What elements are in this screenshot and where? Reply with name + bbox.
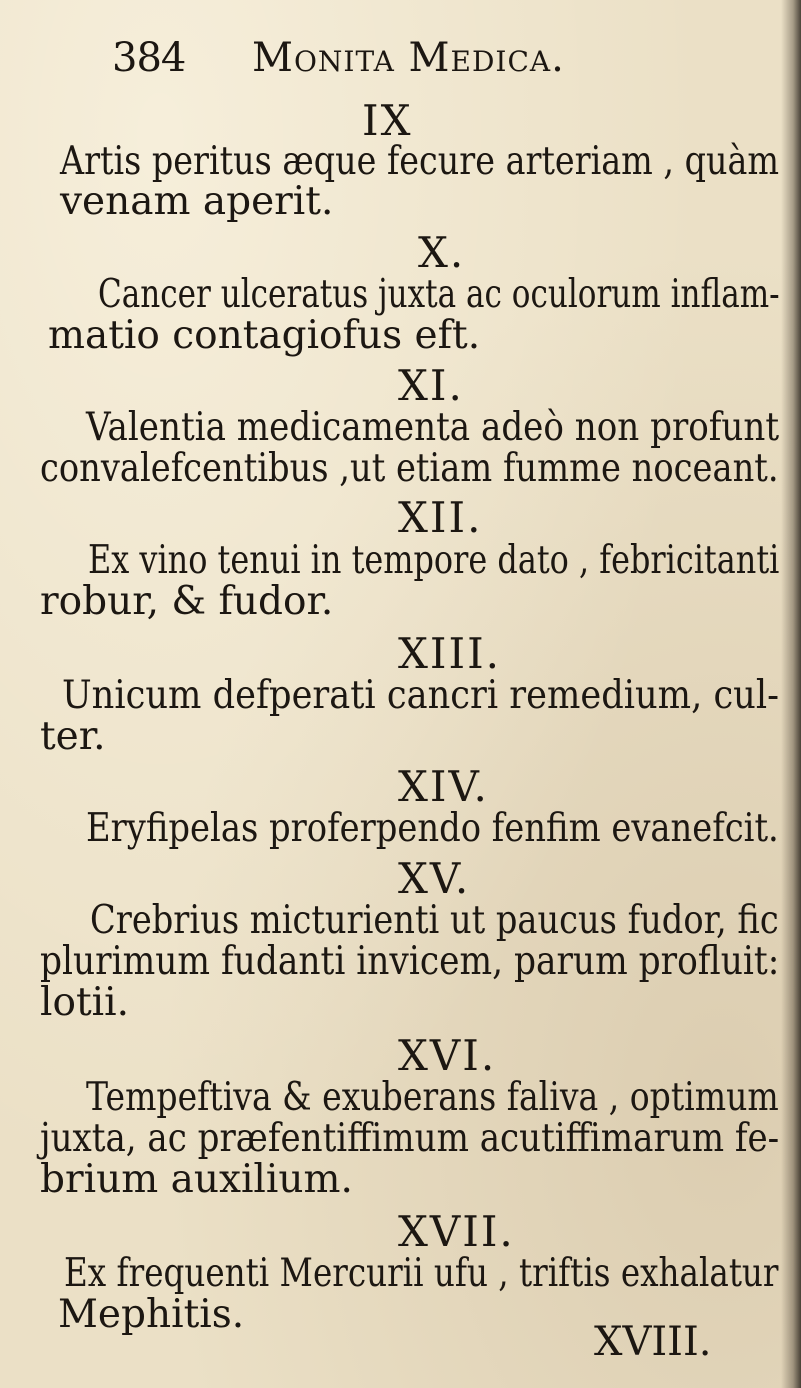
section-numeral: IX [362, 96, 413, 145]
text-line: lotii. [40, 980, 129, 1025]
text-line: Crebrius micturienti ut paucus fudor, fic [90, 898, 779, 943]
text-line: Ex vino tenui in tempore dato , febricitanti [88, 538, 780, 583]
page-number: 384 [112, 35, 186, 81]
section-numeral: XIII. [398, 629, 502, 678]
page-header [112, 35, 565, 81]
text-line: plurimum fudanti invicem, parum profluit: [40, 939, 780, 984]
next-section-numeral: XVIII. [594, 1319, 712, 1365]
page-edge-shadow [781, 0, 801, 1388]
running-title: Monita Medica. [252, 35, 565, 81]
text-line: Eryfipelas proferpendo fenfim evanefcit. [86, 806, 779, 851]
text-line: ter. [40, 714, 106, 759]
text-line: matio contagiofus eft. [48, 313, 481, 358]
section-numeral: XVII. [398, 1207, 515, 1256]
text-line: venam aperit. [60, 179, 334, 224]
text-line: Tempeftiva & exuberans faliva , optimum [86, 1075, 779, 1120]
text-line: brium auxilium. [40, 1157, 353, 1202]
text-line: Unicum defperati cancri remedium, cul- [62, 673, 780, 718]
section-numeral: XI. [398, 361, 464, 410]
text-line: Ex frequenti Mercurii ufu , triftis exhalatur [64, 1251, 779, 1296]
text-line: Artis peritus æque fecure arteriam , quàm [60, 139, 780, 184]
text-line: Cancer ulceratus juxta ac oculorum inflam- [98, 272, 780, 317]
text-line: convalefcentibus ,ut etiam fumme noceant. [40, 446, 779, 491]
text-line: juxta, ac præfentiffimum acutiffimarum fe- [40, 1116, 780, 1161]
text-line: Valentia medicamenta adeò non profunt [86, 405, 780, 450]
section-numeral: XII. [398, 493, 483, 542]
section-numeral: XV. [398, 854, 471, 903]
section-numeral: X. [418, 228, 466, 277]
section-numeral: XVI. [398, 1031, 497, 1080]
text-line: Mephitis. [58, 1292, 245, 1337]
text-line: robur, & fudor. [40, 579, 334, 624]
section-numeral: XIV. [398, 762, 489, 811]
